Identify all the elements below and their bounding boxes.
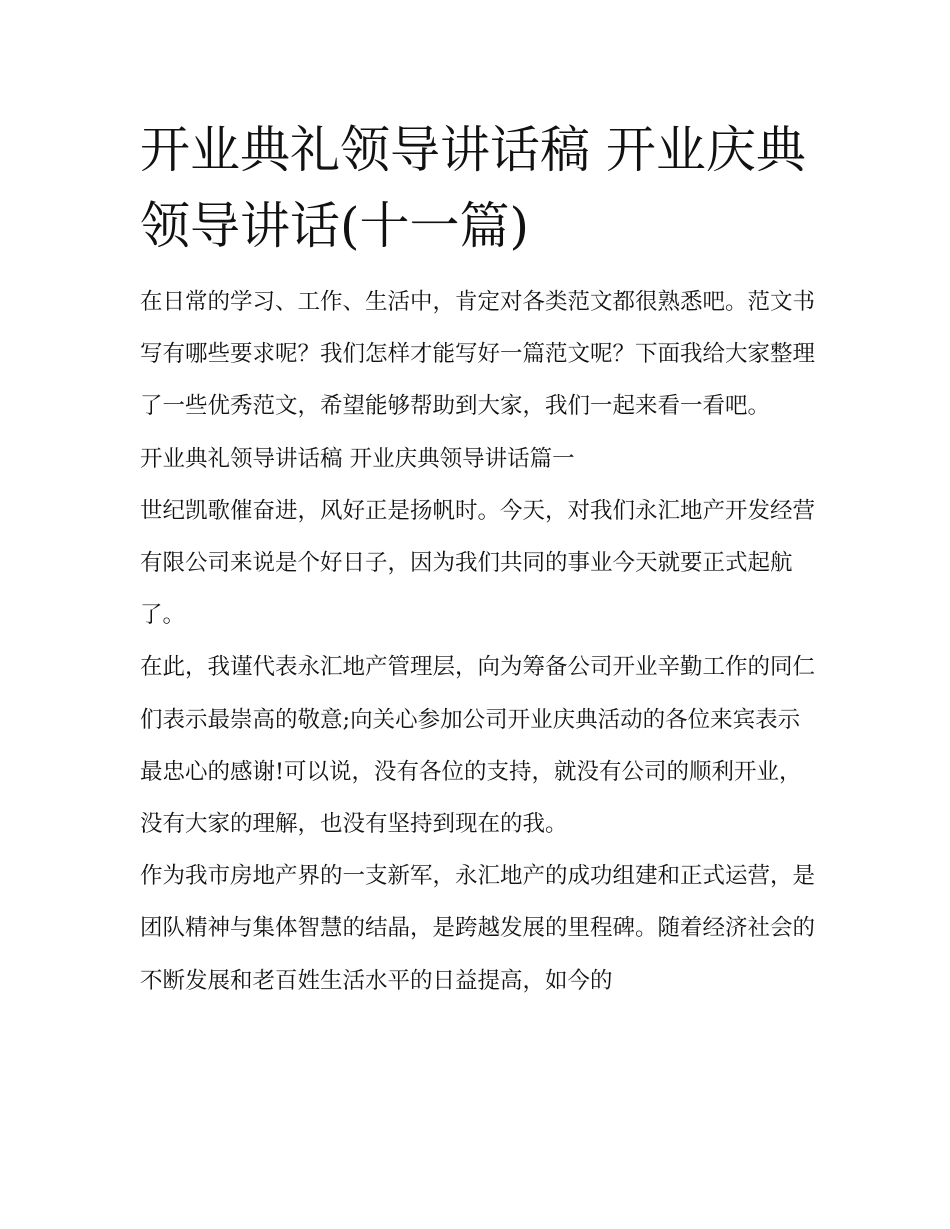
body-paragraph: 世纪凯歌催奋进，风好正是扬帆时。今天，对我们永汇地产开发经营有限公司来说是个好日子，因为我们共同的事业今天就要正式起航了。 (140, 497, 816, 629)
section-heading: 开业典礼领导讲话稿 开业庆典领导讲话篇一 (140, 445, 575, 472)
document-title: 开业典礼领导讲话稿 开业庆典领导讲话(十一篇) (140, 121, 806, 255)
document-body (140, 276, 820, 1007)
body-paragraph: 作为我市房地产界的一支新军，永汇地产的成功组建和正式运营，是团队精神与集体智慧的结晶，是跨越发展的里程碑。随着经济社会的不断发展和老百姓生活水平的日益提高，如今的 (140, 863, 816, 994)
body-paragraph: 在此，我谨代表永汇地产管理层，向为筹备公司开业辛勤工作的同仁们表示最崇高的敬意;向关心参加公司开业庆典活动的各位来宾表示最忠心的感谢!可以说，没有各位的支持，就没有公司的顺利开业，没有大家的理解，也没有坚持到现在的我。 (140, 654, 816, 838)
intro-paragraph: 在日常的学习、工作、生活中，肯定对各类范文都很熟悉吧。范文书写有哪些要求呢？我们怎样才能写好一篇范文呢？下面我给大家整理了一些优秀范文，希望能够帮助到大家，我们一起来看一看吧。 (140, 289, 816, 420)
